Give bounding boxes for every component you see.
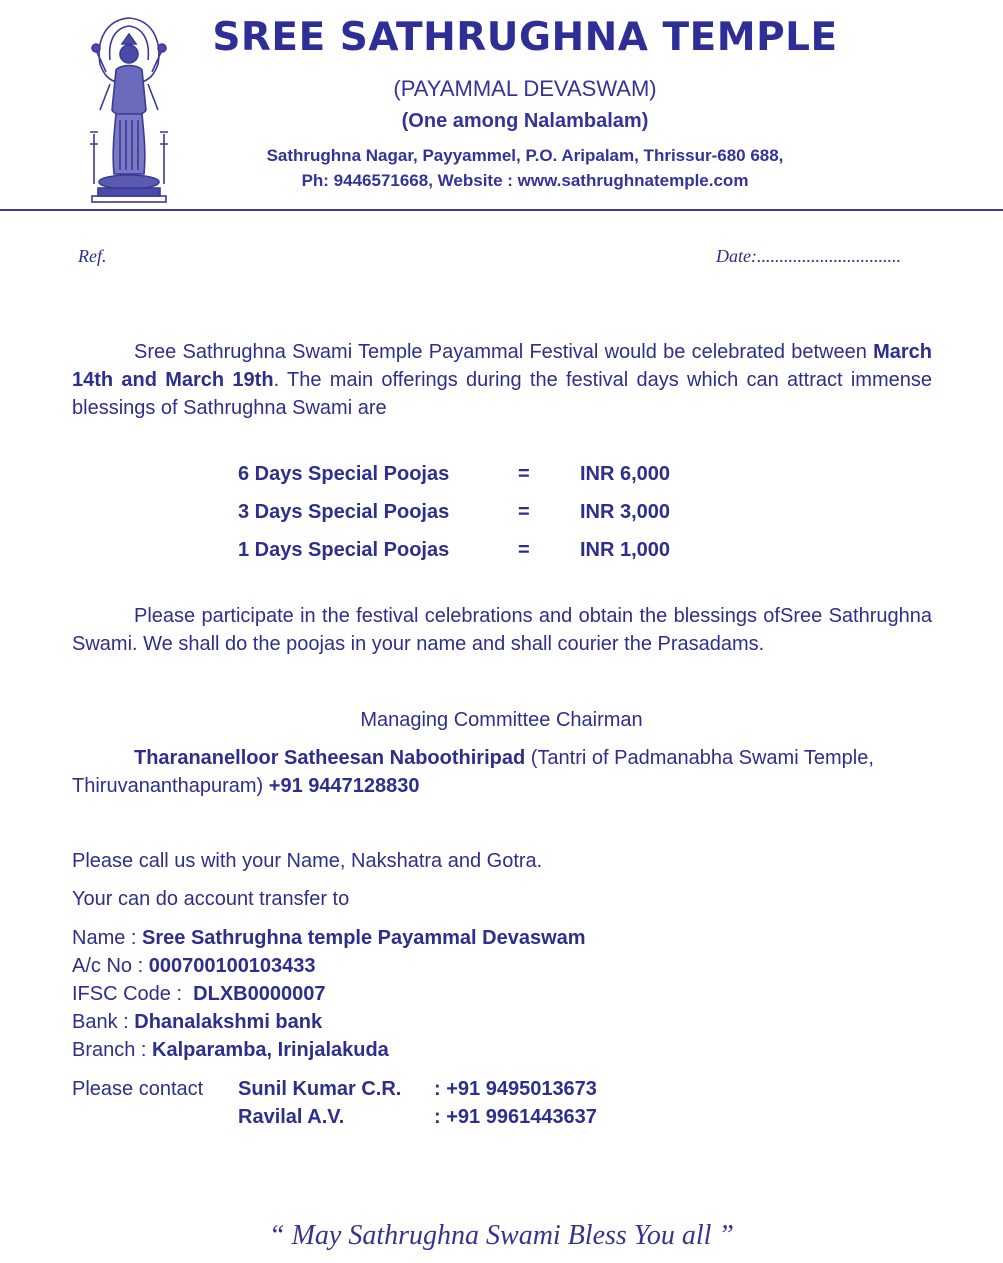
intro-lead: Sree Sathrughna Swami Temple Payammal Festival would be celebrated between	[134, 341, 874, 363]
nalambalam-tagline: (One among Nalambalam)	[401, 110, 649, 132]
chairman-phone: +91 9447128830	[268, 775, 420, 797]
devaswam-subtitle: (PAYAMMAL DEVASWAM)	[393, 76, 657, 101]
offering-equals: =	[518, 501, 530, 523]
bank-value: 000700100103433	[148, 955, 316, 977]
offering-equals: =	[518, 463, 530, 485]
bank-detail-account	[72, 952, 316, 980]
offering-equals: =	[518, 539, 530, 561]
bank-value: Kalparamba, Irinjalakuda	[152, 1039, 389, 1061]
contact-person-phone: : +91 9495013673	[434, 1078, 597, 1100]
bank-value: Dhanalakshmi bank	[134, 1011, 323, 1033]
chairman-name: Tharananelloor Satheesan Naboothiripad	[134, 747, 526, 769]
date-field: Date:................................	[716, 246, 901, 266]
offering-price: INR 1,000	[580, 539, 671, 561]
temple-contact-line: Ph: 9446571668, Website : www.sathrughnatemple.com	[301, 171, 749, 190]
bank-detail-branch	[72, 1036, 389, 1064]
ref-label: Ref.	[78, 246, 107, 266]
contact-person-phone: : +91 9961443637	[434, 1106, 597, 1128]
contact-person-name: Sunil Kumar C.R.	[238, 1078, 402, 1100]
bank-value: DLXB0000007	[193, 983, 326, 1005]
call-note: Please call us with your Name, Nakshatra and Gotra.	[72, 850, 543, 872]
bank-label: A/c No :	[72, 955, 149, 977]
festival-intro-paragraph	[72, 338, 932, 422]
contact-person-name: Ravilal A.V.	[238, 1106, 345, 1128]
chairman-heading: Managing Committee Chairman	[360, 709, 643, 731]
chairman-details	[72, 744, 932, 800]
contact-label: Please contact	[72, 1078, 204, 1100]
bank-label: Bank :	[72, 1011, 135, 1033]
header-divider	[0, 209, 1003, 211]
bank-detail-name	[72, 924, 586, 952]
bank-detail-ifsc	[72, 980, 325, 1008]
bank-value: Sree Sathrughna temple Payammal Devaswam	[142, 927, 586, 949]
festival-dates: March 14th and March 19th	[72, 341, 932, 391]
blessing-footer: “ May Sathrughna Swami Bless You all ”	[269, 1220, 734, 1251]
transfer-note: Your can do account transfer to	[72, 888, 350, 910]
intro-rest: . The main offerings during the festival days which can attract immense blessings of Sathrughna Swami are	[72, 369, 932, 419]
offering-name: 1 Days Special Poojas	[238, 539, 450, 561]
bank-label: Branch :	[72, 1039, 153, 1061]
chairman-desc: (Tantri of Padmanabha Swami Temple, Thiruvananthapuram)	[72, 747, 874, 797]
offering-name: 6 Days Special Poojas	[238, 463, 450, 485]
offering-price: INR 6,000	[580, 463, 671, 485]
offering-price: INR 3,000	[580, 501, 671, 523]
temple-address: Sathrughna Nagar, Payyammel, P.O. Aripalam, Thrissur-680 688,	[266, 146, 784, 165]
offering-name: 3 Days Special Poojas	[238, 501, 450, 523]
deity-logo-icon	[86, 14, 172, 206]
bank-detail-bank	[72, 1008, 322, 1036]
temple-title: SREE SATHRUGHNA TEMPLE	[212, 15, 838, 60]
bank-label: IFSC Code :	[72, 983, 194, 1005]
bank-label: Name :	[72, 927, 143, 949]
invitation-paragraph: Please participate in the festival celebrations and obtain the blessings ofSree Sathrughna Swami. We shall do the poojas in your name and shall courier the Prasadams.	[72, 605, 932, 655]
